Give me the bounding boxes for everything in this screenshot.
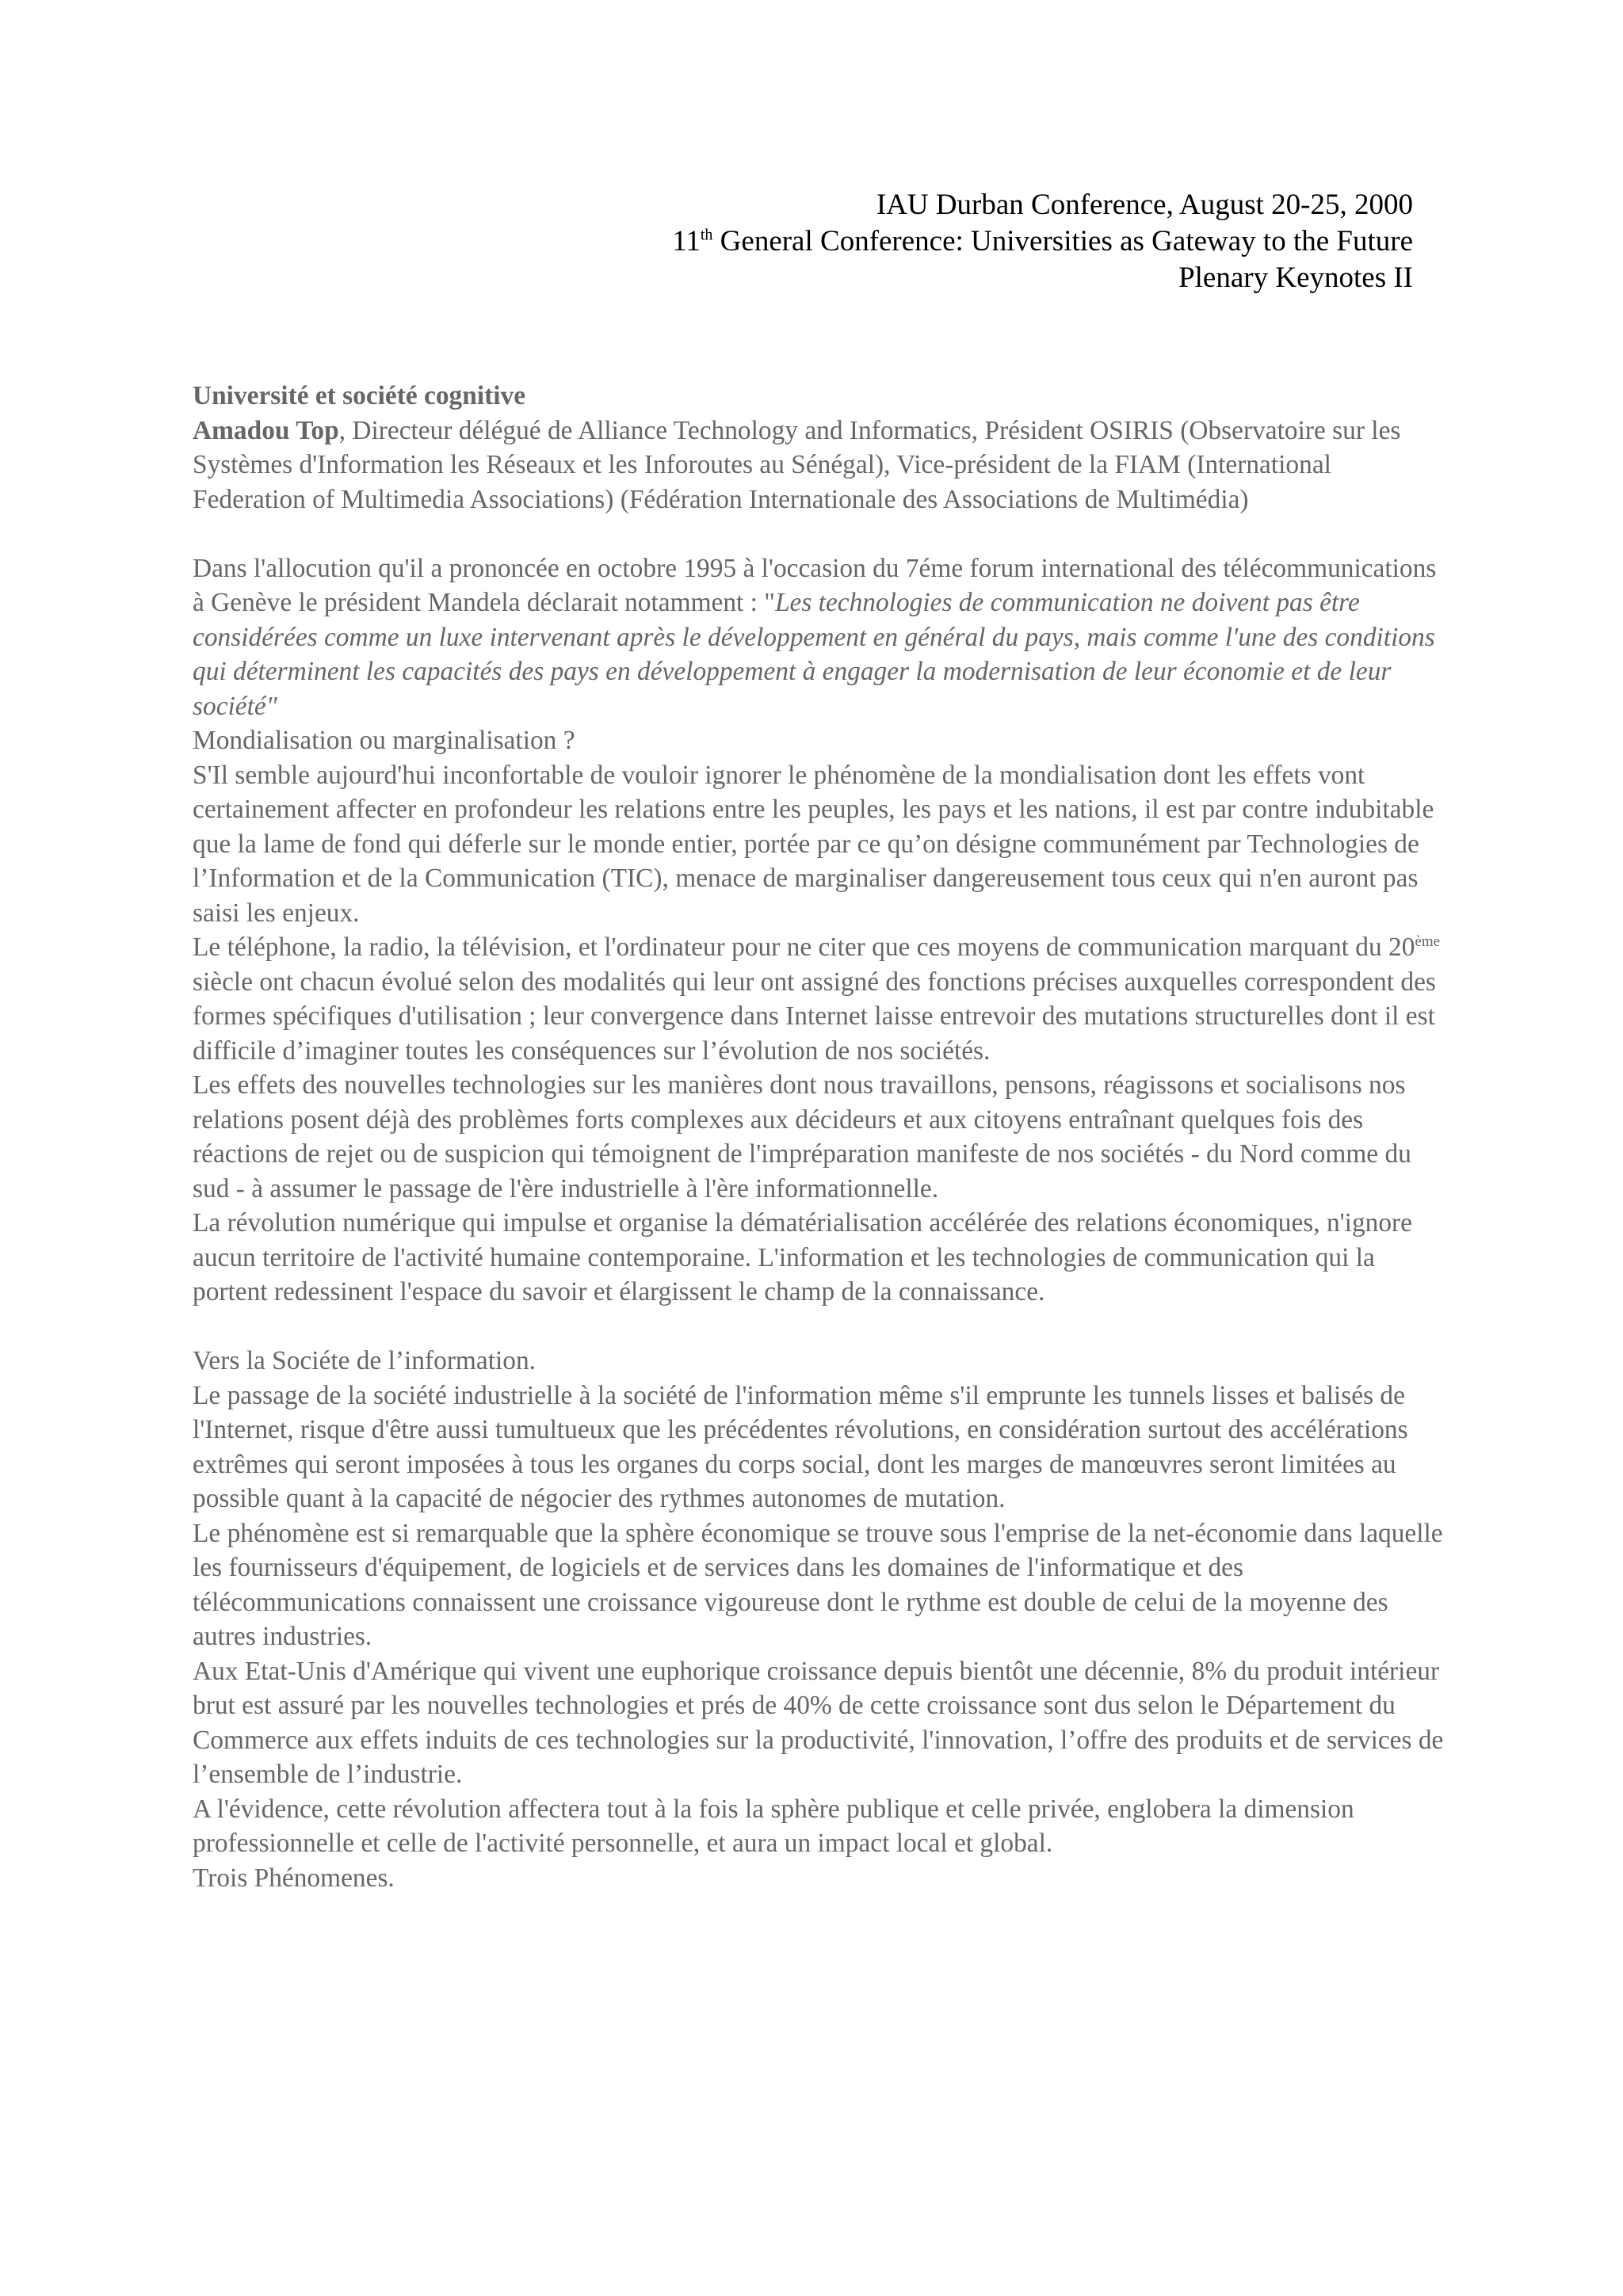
paragraph-2-text-b: siècle ont chacun évolué selon des modalités qui leur ont assigné des fonctions précises auxquelles correspondent des formes spécifiques d'utilisation ; leur convergence dans Internet laisse entrevoir des mutations structurelles dont il est difficile d’imaginer toutes les conséquences sur l’évolution de nos sociétés.	[193, 967, 1436, 1066]
paragraph-8: A l'évidence, cette révolution affectera tout à la fois la sphère publique et celle privée, englobera la dimension professionnelle et celle de l'activité personnelle, et aura un impact local et global.	[193, 1794, 1354, 1858]
paragraph-3: Les effets des nouvelles technologies sur les manières dont nous travaillons, pensons, réagissons et socialisons nos relations posent déjà des problèmes forts complexes aux décideurs et aux citoyens entraînant quelques fois des réactions de rejet ou de suspicion qui témoignent de l'impréparation manifeste de nos sociétés - du Nord comme du sud - à assumer le passage de l'ère industrielle à l'ère informationnelle.	[193, 1070, 1411, 1203]
paragraph-2-text-a: Le téléphone, la radio, la télévision, et l'ordinateur pour ne citer que ces moyens de communication marquant du 20	[193, 933, 1415, 962]
header-line-2-number: 11	[672, 225, 701, 257]
article-title: Université et société cognitive	[193, 381, 526, 410]
mandela-quote: Les technologies de communication ne doivent pas être considérées comme un luxe intervenant après le développement en général du pays, mais comme l'une des conditions qui déterminent les capacités des pays en développement à engager la modernisation de leur économie et de leur société"	[193, 588, 1435, 721]
author-name: Amadou Top	[193, 415, 339, 445]
section-heading-societe: Vers la Sociéte de l’information.	[193, 1346, 537, 1375]
intro-text: Dans l'allocution qu'il a prononcée en octobre 1995 à l'occasion du 7éme forum international des télécommunications à Genève le président Mandela déclarait notamment : "	[193, 553, 1437, 617]
author-block	[193, 414, 1445, 517]
paragraph-1: S'Il semble aujourd'hui inconfortable de vouloir ignorer le phénomène de la mondialisation dont les effets vont certainement affecter en profondeur les relations entre les peuples, les pays et les nations, il est par contre indubitable que la lame de fond qui déferle sur le monde entier, portée par ce qu’on désigne communément par Technologies de l’Information et de la Communication (TIC), menace de marginaliser dangereusement tous ceux qui n'en auront pas saisi les enjeux.	[193, 760, 1434, 928]
paragraph-spacer	[193, 1310, 1445, 1344]
paragraph-4: La révolution numérique qui impulse et organise la dématérialisation accélérée des relations économiques, n'ignore aucun territoire de l'activité humaine contemporaine. L'information et les technologies de communication qui la portent redessinent l'espace du savoir et élargissent le champ de la connaissance.	[193, 1208, 1412, 1306]
header-line-2	[672, 223, 1413, 260]
header-line-2-text: General Conference: Universities as Gateway to the Future	[712, 225, 1413, 257]
header-line-3: Plenary Keynotes II	[1178, 261, 1413, 294]
paragraph-2-superscript: ème	[1415, 933, 1441, 950]
paragraph-2	[193, 930, 1445, 1068]
paragraph-7: Aux Etat-Unis d'Amérique qui vivent une euphorique croissance depuis bientôt une décennie, 8% du produit intérieur brut est assuré par les nouvelles technologies et prés de 40% de cette croissance sont dus selon le Département du Commerce aux effets induits de ces technologies sur la productivité, l'innovation, l’offre des produits et de services de l’ensemble de l’industrie.	[193, 1656, 1444, 1789]
header-line-2-superscript: th	[700, 226, 713, 244]
article-body	[193, 379, 1445, 1895]
intro-paragraph	[193, 551, 1445, 724]
paragraph-5: Le passage de la société industrielle à la société de l'information même s'il emprunte les tunnels lisses et balisés de l'Internet, risque d'être aussi tumultueux que les précédentes révolutions, en considération surtout des accélérations extrêmes qui seront imposées à tous les organes du corps social, dont les marges de manœuvres seront limitées au possible quant à la capacité de négocier des rythmes autonomes de mutation.	[193, 1380, 1408, 1513]
section-heading-mondialisation: Mondialisation ou marginalisation ?	[193, 726, 575, 755]
section-heading-trois-phenomenes: Trois Phénomenes.	[193, 1863, 395, 1893]
paragraph-spacer	[193, 517, 1445, 551]
paragraph-6: Le phénomène est si remarquable que la sphère économique se trouve sous l'emprise de la net-économie dans laquelle les fournisseurs d'équipement, de logiciels et de services dans les domaines de l'informatique et des télécommunications connaissent une croissance vigoureuse dont le rythme est double de celui de la moyenne des autres industries.	[193, 1518, 1443, 1651]
conference-header	[672, 187, 1413, 296]
author-affiliation: , Directeur délégué de Alliance Technology and Informatics, Président OSIRIS (Observatoire sur les Systèmes d'Information les Réseaux et les Inforoutes au Sénégal), Vice-président de la FIAM (International Federation of Multimedia Associations) (Fédération Internationale des Associations de Multimédia)	[193, 415, 1401, 514]
header-line-1: IAU Durban Conference, August 20-25, 2000	[876, 189, 1413, 221]
